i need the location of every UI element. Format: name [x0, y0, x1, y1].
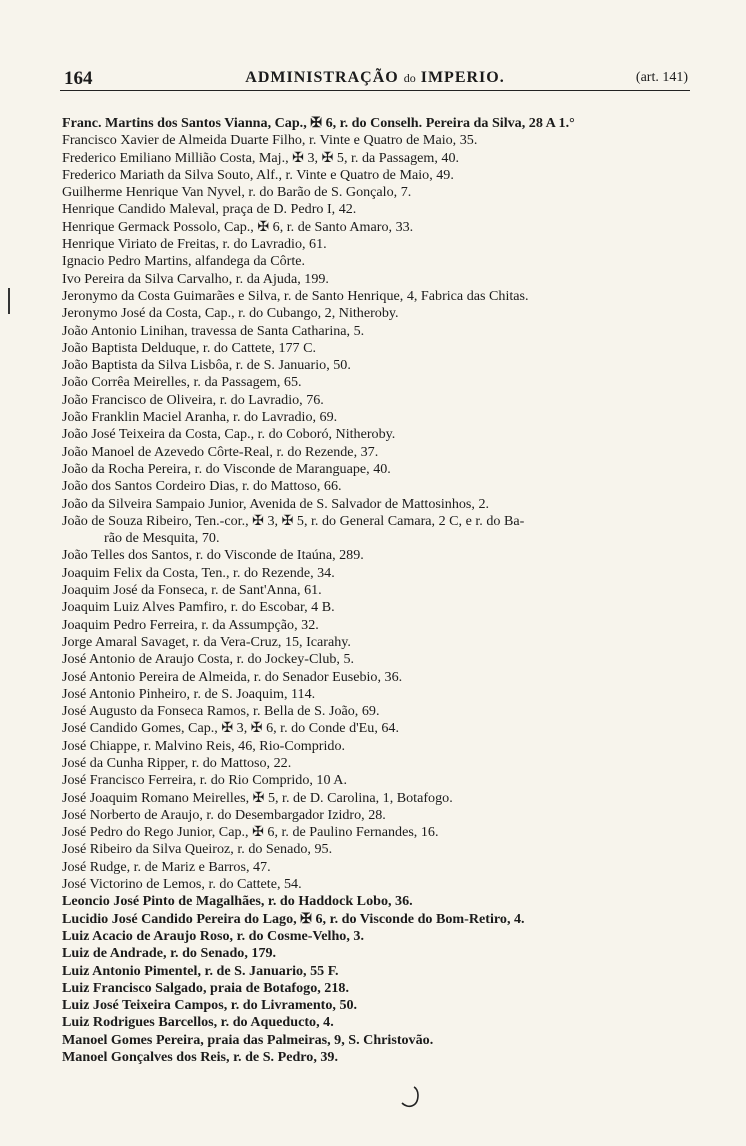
directory-entry: José da Cunha Ripper, r. do Mattoso, 22. — [62, 754, 292, 771]
directory-entry: Henrique Candido Maleval, praça de D. Pedro I, 42. — [62, 201, 357, 218]
directory-entry: João Corrêa Meirelles, r. da Passagem, 65. — [62, 374, 302, 391]
directory-entry: José Candido Gomes, Cap., ✠ 3, ✠ 6, r. do Conde d'Eu, 64. — [62, 720, 399, 737]
directory-entry: João dos Santos Cordeiro Dias, r. do Mattoso, 66. — [62, 478, 342, 495]
directory-entry: Manoel Gonçalves dos Reis, r. de S. Pedro, 39. — [62, 1049, 339, 1066]
directory-entry: Luiz José Teixeira Campos, r. do Livramento, 50. — [62, 997, 358, 1014]
directory-entry: Luiz de Andrade, r. do Senado, 179. — [62, 945, 277, 962]
directory-entry: José Joaquim Romano Meirelles, ✠ 5, r. de D. Carolina, 1, Botafogo. — [62, 789, 453, 806]
directory-entry: Joaquim José da Fonseca, r. de Sant'Anna, 61. — [62, 582, 322, 599]
directory-entry: João Antonio Linihan, travessa de Santa Catharina, 5. — [62, 322, 365, 339]
directory-entry: Frederico Mariath da Silva Souto, Alf., r. Vinte e Quatro de Maio, 49. — [62, 166, 454, 183]
directory-entry: Joaquim Felix da Costa, Ten., r. do Rezende, 34. — [62, 564, 335, 581]
directory-entry: Luiz Francisco Salgado, praia de Botafogo, 218. — [62, 979, 349, 996]
title-left: ADMINISTRAÇÃO — [245, 69, 399, 86]
directory-entry: Lucidio José Candido Pereira do Lago, ✠ 6, r. do Visconde do Bom-Retiro, 4. — [62, 910, 525, 927]
signature-mark — [398, 1085, 424, 1115]
directory-entry: José Chiappe, r. Malvino Reis, 46, Rio-Comprido. — [62, 737, 346, 754]
directory-entry: João da Rocha Pereira, r. do Visconde de Maranguape, 40. — [62, 460, 391, 477]
page-header — [60, 64, 690, 91]
directory-entry: Jorge Amaral Savaget, r. da Vera-Cruz, 15, Icarahy. — [62, 633, 351, 650]
title-mid: do — [403, 71, 416, 85]
directory-entry: João Baptista da Silva Lisbôa, r. de S. Januario, 50. — [62, 357, 351, 374]
page-number: 164 — [64, 68, 93, 89]
directory-entry: José Antonio Pereira de Almeida, r. do Senador Eusebio, 36. — [62, 668, 403, 685]
directory-entry: rão de Mesquita, 70. — [104, 530, 220, 547]
directory-entry: Jeronymo José da Costa, Cap., r. do Cubango, 2, Nitheroby. — [62, 305, 399, 322]
directory-entry: José Rudge, r. de Mariz e Barros, 47. — [62, 858, 271, 875]
directory-entry: Luiz Rodrigues Barcellos, r. do Aqueducto, 4. — [62, 1014, 334, 1031]
directory-entry: João Telles dos Santos, r. do Visconde de Itaúna, 289. — [62, 547, 364, 564]
directory-entry: José Francisco Ferreira, r. do Rio Comprido, 10 A. — [62, 772, 347, 789]
directory-entry: Manoel Gomes Pereira, praia das Palmeiras, 9, S. Christovão. — [62, 1031, 434, 1048]
directory-entry: Henrique Viriato de Freitas, r. do Lavradio, 61. — [62, 236, 327, 253]
directory-entry: José Augusto da Fonseca Ramos, r. Bella de S. João, 69. — [62, 703, 380, 720]
directory-entry: João de Souza Ribeiro, Ten.-cor., ✠ 3, ✠ 5, r. do General Camara, 2 C, e r. do Ba- — [62, 512, 525, 529]
directory-entry: José Ribeiro da Silva Queiroz, r. do Senado, 95. — [62, 841, 333, 858]
directory-entry: José Antonio de Araujo Costa, r. do Jockey-Club, 5. — [62, 651, 355, 668]
article-reference: (art. 141) — [635, 70, 688, 85]
directory-list — [62, 115, 702, 1066]
directory-entry: Leoncio José Pinto de Magalhães, r. do Haddock Lobo, 36. — [62, 893, 413, 910]
directory-entry: José Norberto de Araujo, r. do Desembargador Izidro, 28. — [62, 806, 386, 823]
directory-entry: Henrique Germack Possolo, Cap., ✠ 6, r. de Santo Amaro, 33. — [62, 218, 414, 235]
directory-entry: João Franklin Maciel Aranha, r. do Lavradio, 69. — [62, 409, 338, 426]
directory-entry: Luiz Antonio Pimentel, r. de S. Januario, 55 F. — [62, 962, 339, 979]
directory-entry: Frederico Emiliano Millião Costa, Maj., ✠ 3, ✠ 5, r. da Passagem, 40. — [62, 149, 460, 166]
directory-entry: João da Silveira Sampaio Junior, Avenida de S. Salvador de Mattosinhos, 2. — [62, 495, 490, 512]
directory-entry: João José Teixeira da Costa, Cap., r. do Coboró, Nitheroby. — [62, 426, 396, 443]
margin-mark — [8, 288, 10, 314]
directory-entry: Guilherme Henrique Van Nyvel, r. do Barão de S. Gonçalo, 7. — [62, 184, 412, 201]
directory-entry: Ivo Pereira da Silva Carvalho, r. da Ajuda, 199. — [62, 270, 329, 287]
directory-entry: Ignacio Pedro Martins, alfandega da Côrte. — [62, 253, 306, 270]
directory-entry: João Baptista Delduque, r. do Cattete, 177 C. — [62, 339, 317, 356]
directory-entry: João Manoel de Azevedo Côrte-Real, r. do Rezende, 37. — [62, 443, 379, 460]
directory-entry: Jeronymo da Costa Guimarães e Silva, r. de Santo Henrique, 4, Fabrica das Chitas. — [62, 287, 529, 304]
directory-entry: José Pedro do Rego Junior, Cap., ✠ 6, r. de Paulino Fernandes, 16. — [62, 824, 439, 841]
directory-entry: Francisco Xavier de Almeida Duarte Filho, r. Vinte e Quatro de Maio, 35. — [62, 132, 478, 149]
directory-entry: João Francisco de Oliveira, r. do Lavradio, 76. — [62, 391, 324, 408]
title-right: IMPERIO. — [420, 69, 505, 86]
directory-entry: José Victorino de Lemos, r. do Cattete, 54. — [62, 876, 302, 893]
directory-entry: Franc. Martins dos Santos Vianna, Cap., ✠ 6, r. do Conselh. Pereira da Silva, 28 A 1.° — [62, 115, 575, 131]
directory-entry: Luiz Acacio de Araujo Roso, r. do Cosme-Velho, 3. — [62, 927, 364, 944]
directory-entry: Joaquim Luiz Alves Pamfiro, r. do Escobar, 4 B. — [62, 599, 335, 616]
directory-entry: José Antonio Pinheiro, r. de S. Joaquim, 114. — [62, 685, 316, 702]
directory-entry: Joaquim Pedro Ferreira, r. da Assumpção, 32. — [62, 616, 319, 633]
page-title — [60, 69, 690, 87]
